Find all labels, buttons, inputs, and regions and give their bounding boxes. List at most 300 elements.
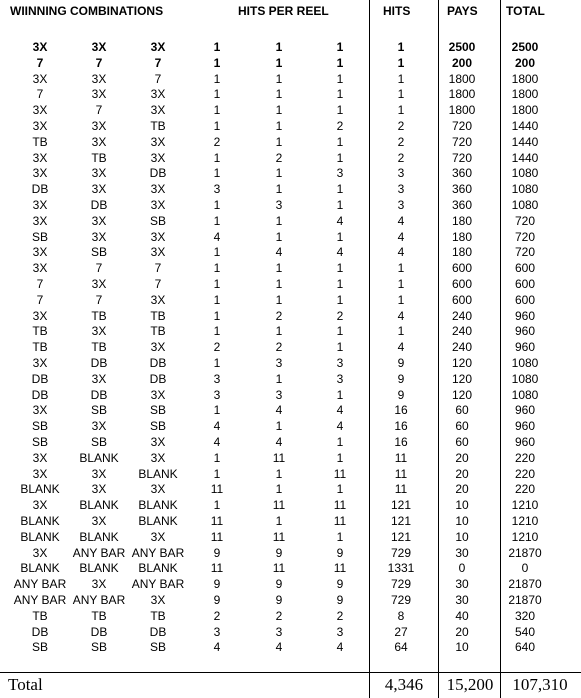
total-cell: 540 [514, 624, 536, 639]
pays-cell: 600 [451, 292, 473, 307]
reel-3-symbol: SB [149, 640, 166, 655]
reel-2-hits: 4 [275, 245, 283, 260]
reel-1-symbol: 3X [32, 198, 48, 212]
total-cell: 720 [514, 245, 536, 260]
reel-1-symbol: SB [31, 435, 48, 449]
reel-1-symbol: 3X [32, 545, 48, 560]
reel-2-hits: 1 [275, 482, 283, 497]
reel-3-hits: 11 [333, 466, 347, 481]
total-cell: 2500 [511, 40, 539, 54]
total-cell: 200 [514, 55, 536, 70]
hits-cell: 121 [390, 529, 412, 544]
total-cell: 1800 [511, 71, 539, 86]
reel-3-hits: 1 [336, 150, 344, 165]
total-cell: 1210 [511, 514, 539, 528]
pays-cell: 10 [455, 498, 469, 513]
total-cell: 720 [514, 229, 536, 244]
reel-1-hits: 1 [213, 119, 221, 133]
reel-3-symbol: BLANK [138, 466, 178, 481]
reel-3-symbol: 3X [150, 40, 166, 54]
hits-cell: 1 [397, 103, 405, 118]
reel-1-hits: 4 [213, 435, 221, 449]
reel-1-symbol: 3X [32, 71, 48, 86]
reel-1-symbol: 3X [32, 261, 48, 276]
reel-2-symbol: DB [90, 624, 108, 639]
table-row [0, 151, 581, 167]
pays-cell: 240 [451, 340, 473, 355]
pays-cell: 720 [451, 119, 473, 133]
reel-3-symbol: SB [149, 419, 166, 434]
totals-hits: 4,346 [384, 675, 424, 694]
reel-3-hits: 1 [336, 292, 344, 307]
pays-cell: 120 [451, 356, 473, 370]
reel-1-hits: 4 [213, 640, 221, 655]
reel-2-hits: 3 [275, 198, 283, 212]
reel-1-symbol: BLANK [20, 482, 60, 497]
reel-3-symbol: BLANK [138, 561, 178, 576]
reel-3-symbol: 3X [150, 593, 166, 607]
reel-1-symbol: DB [31, 624, 49, 639]
reel-3-hits: 1 [336, 387, 344, 402]
total-cell: 1080 [511, 356, 539, 370]
reel-2-hits: 1 [275, 261, 283, 276]
header-pays: PAYS [447, 4, 478, 18]
table-row [0, 640, 581, 656]
reel-1-hits: 1 [213, 403, 221, 418]
reel-1-hits: 11 [210, 514, 224, 528]
reel-2-symbol: 3X [91, 119, 107, 133]
reel-3-symbol: 3X [150, 292, 166, 307]
reel-2-symbol: 3X [91, 40, 107, 54]
total-cell: 1080 [511, 166, 539, 181]
reel-1-symbol: SB [31, 229, 48, 244]
reel-3-hits: 11 [333, 561, 347, 576]
reel-3-hits: 2 [336, 119, 344, 133]
reel-2-symbol: 3X [91, 71, 107, 86]
table-row [0, 261, 581, 277]
reel-1-hits: 3 [213, 624, 221, 639]
reel-2-symbol: 3X [91, 182, 107, 197]
hits-cell: 4 [397, 245, 405, 260]
reel-3-hits: 3 [336, 166, 344, 181]
table-row [0, 561, 581, 577]
hits-cell: 1 [397, 261, 405, 276]
totals-label: Total [8, 675, 43, 694]
reel-2-symbol: TB [91, 308, 107, 323]
reel-3-hits: 9 [336, 577, 344, 592]
total-cell: 1080 [511, 198, 539, 212]
reel-2-symbol: DB [90, 387, 108, 402]
total-cell: 960 [514, 435, 536, 449]
reel-2-symbol: BLANK [79, 561, 119, 576]
pays-cell: 240 [451, 324, 473, 339]
reel-3-hits: 3 [336, 624, 344, 639]
pays-cell: 360 [451, 182, 473, 197]
reel-2-hits: 9 [275, 577, 283, 592]
reel-3-symbol: 3X [150, 103, 166, 118]
pays-cell: 720 [451, 134, 473, 149]
reel-1-symbol: TB [32, 340, 48, 355]
reel-2-symbol: 3X [91, 213, 107, 228]
table-row [0, 87, 581, 103]
pays-cell: 180 [451, 213, 473, 228]
hits-cell: 8 [397, 608, 405, 623]
table-row [0, 277, 581, 293]
reel-1-symbol: 3X [32, 103, 48, 118]
total-cell: 1800 [511, 103, 539, 118]
hits-cell: 16 [394, 403, 408, 418]
pays-cell: 1800 [448, 103, 476, 118]
reel-2-hits: 4 [275, 403, 283, 418]
pays-cell: 2500 [448, 40, 476, 54]
reel-1-symbol: 7 [36, 55, 44, 70]
pays-cell: 30 [455, 545, 469, 560]
reel-1-symbol: 3X [32, 166, 48, 181]
hits-cell: 11 [394, 450, 408, 465]
reel-2-hits: 3 [275, 624, 283, 639]
total-cell: 1080 [511, 371, 539, 386]
reel-1-hits: 1 [213, 245, 221, 260]
reel-2-hits: 1 [275, 371, 283, 386]
reel-3-symbol: 7 [154, 71, 162, 86]
pays-cell: 20 [455, 482, 469, 497]
hits-cell: 11 [394, 482, 408, 497]
reel-3-hits: 1 [336, 87, 344, 102]
pays-cell: 180 [451, 229, 473, 244]
reel-1-symbol: 3X [32, 40, 48, 54]
reel-3-hits: 4 [336, 403, 344, 418]
reel-3-symbol: DB [149, 166, 167, 181]
reel-2-hits: 11 [272, 529, 286, 544]
total-cell: 220 [514, 450, 536, 465]
reel-2-symbol: 3X [91, 577, 107, 592]
reel-3-symbol: DB [149, 371, 167, 386]
reel-2-hits: 1 [275, 71, 283, 86]
pays-cell: 20 [455, 450, 469, 465]
reel-3-symbol: TB [150, 324, 166, 339]
reel-1-hits: 4 [213, 419, 221, 434]
header-winning-combinations: WIINNING COMBINATIONS [10, 4, 164, 18]
hits-cell: 1 [397, 292, 405, 307]
totals-total: 107,310 [512, 675, 568, 694]
reel-1-symbol: BLANK [20, 514, 60, 528]
table-row [0, 72, 581, 88]
table-row [0, 530, 581, 546]
pays-cell: 600 [451, 261, 473, 276]
table-row [0, 340, 581, 356]
reel-2-hits: 1 [275, 166, 283, 181]
reel-1-hits: 1 [213, 466, 221, 481]
reel-3-hits: 2 [336, 608, 344, 623]
reel-2-hits: 2 [275, 340, 283, 355]
reel-3-hits: 1 [336, 182, 344, 197]
table-row [0, 609, 581, 625]
reel-3-hits: 1 [336, 40, 344, 54]
total-cell: 1800 [511, 87, 539, 102]
reel-1-symbol: 3X [32, 150, 48, 165]
reel-1-symbol: 3X [32, 498, 48, 513]
hits-cell: 121 [390, 498, 412, 513]
header-hits: HITS [383, 4, 411, 18]
reel-2-symbol: ANY BAR [72, 545, 126, 560]
reel-3-symbol: 3X [150, 182, 166, 197]
reel-2-symbol: BLANK [79, 450, 119, 465]
total-cell: 640 [514, 640, 536, 655]
pays-cell: 120 [451, 387, 473, 402]
reel-2-symbol: TB [91, 340, 107, 355]
reel-3-hits: 11 [333, 514, 347, 528]
hits-cell: 3 [397, 198, 405, 212]
total-cell: 1080 [511, 182, 539, 197]
hits-cell: 9 [397, 356, 405, 370]
totals-row [0, 673, 581, 697]
reel-1-hits: 1 [213, 198, 221, 212]
reel-3-hits: 1 [336, 229, 344, 244]
reel-3-hits: 1 [336, 277, 344, 291]
total-cell: 960 [514, 403, 536, 418]
reel-2-symbol: 3X [91, 514, 107, 528]
reel-3-hits: 1 [336, 71, 344, 86]
reel-1-hits: 3 [213, 371, 221, 386]
reel-3-hits: 9 [336, 545, 344, 560]
reel-3-symbol: BLANK [138, 514, 178, 528]
table-row [0, 182, 581, 198]
hits-cell: 1 [397, 40, 405, 54]
reel-2-hits: 2 [275, 150, 283, 165]
reel-2-hits: 1 [275, 229, 283, 244]
hits-cell: 729 [390, 577, 412, 592]
table-row [0, 625, 581, 641]
reel-3-hits: 1 [336, 529, 344, 544]
total-cell: 220 [514, 482, 536, 497]
reel-2-symbol: 3X [91, 419, 107, 434]
total-cell: 1210 [511, 529, 539, 544]
total-cell: 1210 [511, 498, 539, 513]
reel-1-symbol: BLANK [20, 529, 60, 544]
table-row [0, 593, 581, 609]
reel-2-symbol: 3X [91, 466, 107, 481]
reel-1-symbol: SB [31, 640, 48, 655]
reel-1-hits: 1 [213, 450, 221, 465]
pays-cell: 20 [455, 466, 469, 481]
pays-cell: 120 [451, 371, 473, 386]
reel-2-symbol: 3X [91, 371, 107, 386]
reel-1-symbol: 3X [32, 119, 48, 133]
reel-1-symbol: 7 [36, 87, 44, 102]
reel-3-hits: 1 [336, 482, 344, 497]
hits-cell: 121 [390, 514, 412, 528]
table-row [0, 135, 581, 151]
reel-3-symbol: DB [149, 624, 167, 639]
reel-2-symbol: TB [91, 150, 107, 165]
reel-2-symbol: 7 [95, 261, 103, 276]
hits-cell: 11 [394, 466, 408, 481]
table-row [0, 451, 581, 467]
pays-cell: 30 [455, 593, 469, 607]
table-row [0, 498, 581, 514]
table-row [0, 103, 581, 119]
pays-cell: 200 [451, 55, 473, 70]
reel-3-hits: 3 [336, 371, 344, 386]
table-row [0, 577, 581, 593]
reel-1-hits: 1 [213, 55, 221, 70]
hits-cell: 3 [397, 182, 405, 197]
reel-1-hits: 9 [213, 577, 221, 592]
total-cell: 720 [514, 213, 536, 228]
hits-cell: 729 [390, 593, 412, 607]
hits-cell: 4 [397, 229, 405, 244]
total-cell: 220 [514, 466, 536, 481]
table-row [0, 245, 581, 261]
reel-3-symbol: SB [149, 213, 166, 228]
total-cell: 21870 [508, 593, 542, 607]
reel-2-hits: 11 [272, 450, 286, 465]
total-cell: 320 [514, 608, 536, 623]
reel-1-symbol: 3X [32, 356, 48, 370]
reel-2-hits: 4 [275, 640, 283, 655]
reel-3-hits: 1 [336, 450, 344, 465]
reel-1-hits: 9 [213, 545, 221, 560]
hits-cell: 4 [397, 308, 405, 323]
reel-2-symbol: SB [90, 245, 107, 260]
pays-cell: 30 [455, 577, 469, 592]
reel-1-symbol: ANY BAR [13, 577, 67, 592]
reel-1-hits: 1 [213, 308, 221, 323]
total-cell: 960 [514, 308, 536, 323]
reel-3-symbol: BLANK [138, 498, 178, 513]
hits-cell: 1 [397, 71, 405, 86]
reel-3-hits: 1 [336, 435, 344, 449]
reel-1-hits: 11 [210, 529, 224, 544]
reel-1-hits: 9 [213, 593, 221, 607]
reel-1-symbol: 3X [32, 213, 48, 228]
reel-1-hits: 1 [213, 324, 221, 339]
reel-3-symbol: DB [149, 356, 167, 370]
reel-1-hits: 1 [213, 87, 221, 102]
table-row [0, 403, 581, 419]
reel-2-hits: 11 [272, 561, 286, 576]
pays-cell: 360 [451, 166, 473, 181]
reel-2-symbol: 7 [95, 292, 103, 307]
reel-1-hits: 3 [213, 387, 221, 402]
hits-cell: 1 [397, 87, 405, 102]
reel-1-hits: 11 [210, 482, 224, 497]
pays-cell: 0 [458, 561, 466, 576]
reel-2-symbol: 7 [95, 103, 103, 118]
reel-3-symbol: 7 [154, 55, 162, 70]
reel-3-symbol: 3X [150, 87, 166, 102]
table-row [0, 419, 581, 435]
reel-3-symbol: SB [149, 403, 166, 418]
reel-3-hits: 1 [336, 134, 344, 149]
reel-2-symbol: BLANK [79, 498, 119, 513]
reel-1-hits: 1 [213, 498, 221, 513]
hits-cell: 4 [397, 340, 405, 355]
table-row [0, 56, 581, 72]
reel-2-symbol: 3X [91, 134, 107, 149]
reel-2-hits: 3 [275, 387, 283, 402]
pays-cell: 1800 [448, 87, 476, 102]
pays-cell: 240 [451, 308, 473, 323]
reel-2-hits: 1 [275, 87, 283, 102]
reel-1-symbol: 7 [36, 277, 44, 291]
reel-1-symbol: 3X [32, 245, 48, 260]
reel-1-symbol: SB [31, 419, 48, 434]
reel-3-symbol: 7 [154, 261, 162, 276]
total-cell: 1440 [511, 150, 539, 165]
reel-3-symbol: ANY BAR [131, 577, 185, 592]
hits-cell: 9 [397, 387, 405, 402]
reel-2-symbol: ANY BAR [72, 593, 126, 607]
reel-1-hits: 1 [213, 213, 221, 228]
reel-3-hits: 4 [336, 245, 344, 260]
reel-2-hits: 1 [275, 292, 283, 307]
reel-1-hits: 1 [213, 71, 221, 86]
table-row [0, 356, 581, 372]
reel-1-symbol: 3X [32, 308, 48, 323]
reel-1-hits: 1 [213, 261, 221, 276]
hits-cell: 16 [394, 435, 408, 449]
pays-cell: 60 [455, 435, 469, 449]
reel-2-hits: 11 [272, 498, 286, 513]
pays-cell: 180 [451, 245, 473, 260]
reel-2-hits: 3 [275, 356, 283, 370]
hits-cell: 9 [397, 371, 405, 386]
reel-2-hits: 1 [275, 55, 283, 70]
reel-3-hits: 1 [336, 103, 344, 118]
pays-cell: 10 [455, 640, 469, 655]
reel-2-hits: 4 [275, 435, 283, 449]
reel-3-symbol: 3X [150, 529, 166, 544]
reel-3-symbol: 7 [154, 277, 162, 291]
total-cell: 0 [521, 561, 529, 576]
reel-3-symbol: TB [150, 608, 166, 623]
reel-1-symbol: TB [32, 134, 48, 149]
hits-cell: 1 [397, 277, 405, 291]
reel-1-hits: 1 [213, 356, 221, 370]
hits-cell: 1 [397, 324, 405, 339]
reel-2-symbol: 3X [91, 324, 107, 339]
pays-cell: 1800 [448, 71, 476, 86]
reel-2-symbol: 7 [95, 55, 103, 70]
pays-cell: 360 [451, 198, 473, 212]
table-row [0, 166, 581, 182]
table-row [0, 514, 581, 530]
total-cell: 960 [514, 324, 536, 339]
total-cell: 21870 [508, 577, 542, 592]
reel-3-hits: 1 [336, 324, 344, 339]
reel-2-symbol: 3X [91, 166, 107, 181]
pays-cell: 60 [455, 419, 469, 434]
reel-2-symbol: SB [90, 640, 107, 655]
reel-2-hits: 9 [275, 593, 283, 607]
reel-3-hits: 11 [333, 498, 347, 513]
reel-3-hits: 1 [336, 261, 344, 276]
reel-1-symbol: 3X [32, 466, 48, 481]
reel-2-hits: 1 [275, 514, 283, 528]
total-cell: 1440 [511, 119, 539, 133]
reel-1-hits: 2 [213, 340, 221, 355]
table-row [0, 40, 581, 56]
pays-cell: 20 [455, 624, 469, 639]
reel-1-symbol: 7 [36, 292, 44, 307]
reel-3-symbol: TB [150, 119, 166, 133]
reel-3-symbol: TB [150, 308, 166, 323]
table-row [0, 372, 581, 388]
reel-3-symbol: 3X [150, 245, 166, 260]
total-cell: 21870 [508, 545, 542, 560]
reel-2-symbol: 3X [91, 229, 107, 244]
